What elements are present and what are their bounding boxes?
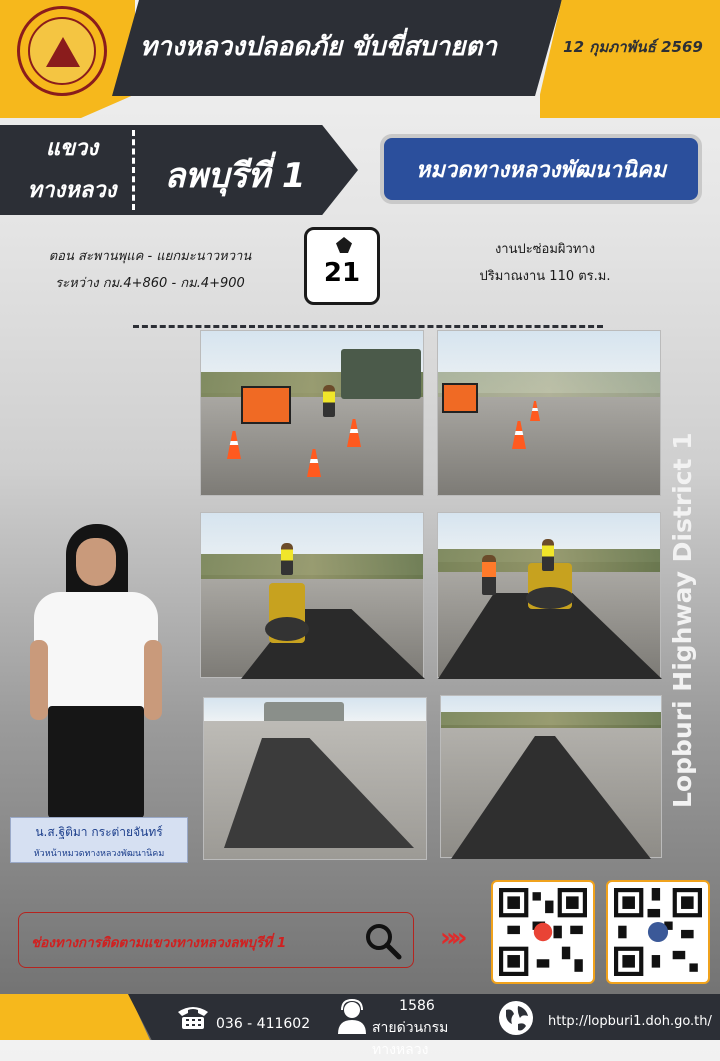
page-title: ทางหลวงปลอดภัย ขับขี่สบายตา (140, 32, 497, 62)
qr-map-pattern (499, 888, 587, 976)
hotline-number[interactable]: 1586 (399, 998, 435, 1014)
road-number-badge (304, 227, 380, 305)
chief-position: หัวหน้าหมวดทางหลวงพัฒนานิคม (33, 849, 165, 859)
unit-name: หมวดทางหลวงพัฒนานิคม (415, 157, 667, 183)
qr-code-facebook[interactable] (606, 880, 710, 984)
follow-channel-box[interactable] (18, 912, 414, 968)
header-right-accent (540, 0, 720, 118)
logo-emblem (28, 17, 96, 85)
road-number: 21 (323, 258, 361, 288)
search-icon[interactable] (363, 921, 403, 961)
arrow-indicator: »» (440, 923, 462, 953)
report-date: 12 กุมภาพันธ์ 2569 (563, 38, 703, 56)
work-photo-2 (437, 330, 661, 496)
range-text: ระหว่าง กม.4+860 - กม.4+900 (55, 276, 245, 291)
garuda-icon (336, 237, 352, 253)
phone-number[interactable]: 036 - 411602 (216, 1016, 311, 1032)
work-photo-6 (440, 695, 662, 858)
district-name: ลพบุรีที่ 1 (164, 156, 306, 196)
department-logo (17, 6, 107, 96)
district-watermark: Lopburi Highway District 1 (668, 432, 697, 808)
work-photo-4 (437, 512, 661, 678)
facebook-icon (648, 922, 668, 942)
hotline-icon (336, 1000, 368, 1034)
map-pin-icon (534, 923, 552, 941)
section-divider (133, 325, 603, 328)
location-info (10, 243, 290, 297)
section-text: ตอน สะพานพุแค - แยกมะนาวหวาน (48, 249, 252, 264)
follow-label: ช่องทางการติดตามแขวงทางหลวงลพบุรีที่ 1 (31, 935, 287, 951)
work-type: งานปะซ่อมผิวทาง (494, 242, 596, 257)
chief-name: น.ส.ฐิติมา กระต่ายจันทร์ (35, 825, 163, 839)
qr-code-map[interactable] (491, 880, 595, 984)
work-photo-1 (200, 330, 424, 496)
work-info (440, 236, 650, 290)
phone-icon (176, 1004, 210, 1030)
chief-photo (20, 520, 170, 820)
district-label-line1: แขวง (45, 136, 99, 161)
chief-name-card (10, 817, 188, 863)
hotline-label: สายด่วนกรมทางหลวง (372, 1020, 449, 1058)
unit-badge (380, 134, 702, 204)
work-photo-5 (203, 697, 427, 860)
globe-icon (498, 1000, 534, 1036)
work-quantity: ปริมาณงาน 110 ตร.ม. (479, 269, 611, 284)
work-photo-3 (200, 512, 424, 678)
footer-left-accent (0, 994, 150, 1040)
website-link[interactable]: http://lopburi1.doh.go.th/ (548, 1014, 712, 1029)
district-divider (132, 130, 135, 210)
district-label-line2: ทางหลวง (27, 178, 117, 203)
qr-facebook-pattern (614, 888, 702, 976)
